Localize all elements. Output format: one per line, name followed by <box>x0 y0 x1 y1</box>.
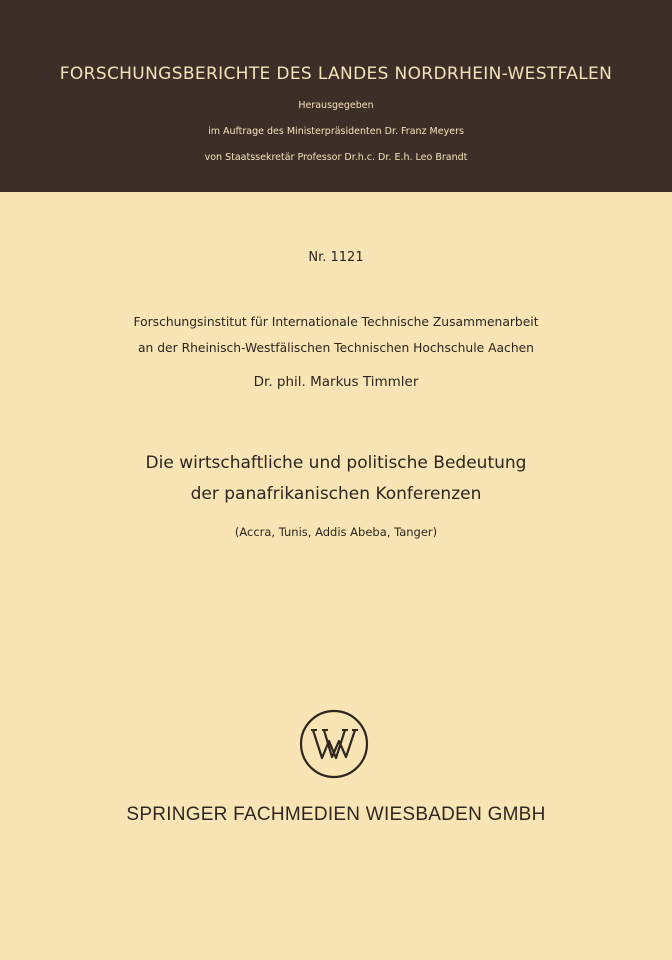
publisher-name: SPRINGER FACHMEDIEN WIESBADEN GMBH <box>126 804 546 825</box>
book-title-line-2: der panafrikanischen Konferenzen <box>190 484 482 504</box>
institute-name-line-2: an der Rheinisch-Westfälischen Technischen Hochschule Aachen <box>138 341 534 355</box>
book-title-line-1: Die wirtschaftliche und politische Bedeutung <box>145 453 527 473</box>
editor-label: Herausgegeben <box>298 100 374 111</box>
institute-name-line-1: Forschungsinstitut für Internationale Technische Zusammenarbeit <box>133 315 539 329</box>
book-subtitle: (Accra, Tunis, Addis Abeba, Tanger) <box>234 525 438 539</box>
series-title: FORSCHUNGSBERICHTE DES LANDES NORDRHEIN-WESTFALEN <box>59 64 613 84</box>
editor-secretary-line: von Staatssekretär Professor Dr.h.c. Dr. E.h. Leo Brandt <box>204 152 468 163</box>
series-header-band <box>0 0 672 192</box>
springer-vieweg-w-logo-icon <box>297 707 371 781</box>
editor-minister-line: im Auftrage des Ministerpräsidenten Dr. Franz Meyers <box>208 126 464 137</box>
author-name: Dr. phil. Markus Timmler <box>253 374 419 390</box>
report-number: Nr. 1121 <box>308 250 364 265</box>
